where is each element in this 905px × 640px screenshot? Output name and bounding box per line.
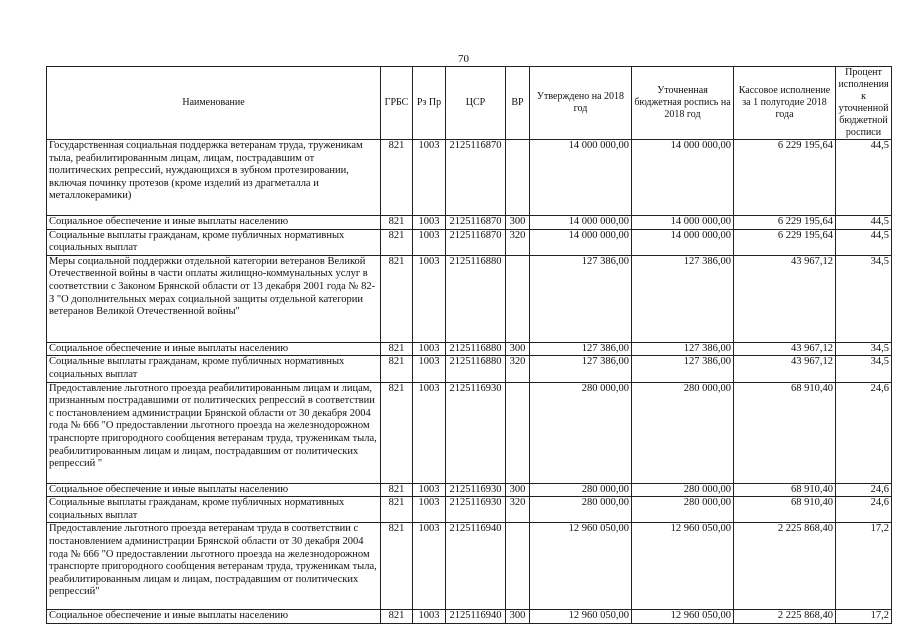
- cell-approved: 127 386,00: [530, 342, 632, 356]
- cell-csr: 2125116880: [446, 342, 506, 356]
- table-row: [47, 483, 892, 497]
- cell-cash: 68 910,40: [734, 483, 836, 497]
- cell-cash: 6 229 195,64: [734, 140, 836, 216]
- header-refined: Уточненная бюджетная роспись на 2018 год: [632, 67, 734, 140]
- cell-csr: 2125116870: [446, 229, 506, 255]
- header-grbs: ГРБС: [381, 67, 413, 140]
- table-row: [47, 356, 892, 382]
- cell-approved: 280 000,00: [530, 497, 632, 523]
- cell-refined: 280 000,00: [632, 483, 734, 497]
- table-row: [47, 229, 892, 255]
- cell-refined: 12 960 050,00: [632, 523, 734, 610]
- cell-cash: 68 910,40: [734, 382, 836, 483]
- cell-refined: 14 000 000,00: [632, 229, 734, 255]
- cell-percent: 34,5: [836, 342, 892, 356]
- cell-percent: 17,2: [836, 610, 892, 624]
- cell-grbs: 821: [381, 523, 413, 610]
- cell-vr: 300: [506, 216, 530, 230]
- cell-grbs: 821: [381, 483, 413, 497]
- cell-percent: 24,6: [836, 483, 892, 497]
- cell-vr: 300: [506, 342, 530, 356]
- cell-name: Социальные выплаты гражданам, кроме публичных нормативных социальных выплат: [47, 229, 381, 255]
- cell-csr: 2125116870: [446, 216, 506, 230]
- cell-refined: 280 000,00: [632, 497, 734, 523]
- cell-percent: 24,6: [836, 382, 892, 483]
- cell-vr: 320: [506, 356, 530, 382]
- cell-refined: 14 000 000,00: [632, 216, 734, 230]
- cell-rzpr: 1003: [413, 483, 446, 497]
- cell-vr: 320: [506, 497, 530, 523]
- cell-cash: 43 967,12: [734, 255, 836, 342]
- cell-rzpr: 1003: [413, 255, 446, 342]
- cell-refined: 14 000 000,00: [632, 140, 734, 216]
- cell-grbs: 821: [381, 610, 413, 624]
- cell-rzpr: 1003: [413, 523, 446, 610]
- cell-vr: 300: [506, 483, 530, 497]
- cell-percent: 24,6: [836, 497, 892, 523]
- cell-rzpr: 1003: [413, 216, 446, 230]
- cell-refined: 127 386,00: [632, 342, 734, 356]
- cell-vr: [506, 523, 530, 610]
- cell-refined: 12 960 050,00: [632, 610, 734, 624]
- table-row: [47, 610, 892, 624]
- cell-approved: 280 000,00: [530, 483, 632, 497]
- budget-table: [46, 66, 892, 624]
- cell-vr: 320: [506, 229, 530, 255]
- cell-rzpr: 1003: [413, 140, 446, 216]
- cell-name: Социальное обеспечение и иные выплаты населению: [47, 483, 381, 497]
- cell-csr: 2125116930: [446, 382, 506, 483]
- cell-grbs: 821: [381, 342, 413, 356]
- table-row: [47, 140, 892, 216]
- cell-rzpr: 1003: [413, 356, 446, 382]
- cell-name: Предоставление льготного проезда реабилитированным лицам и лицам, признанным пострадавшими от политических репрессий в соответствии с постановлением администрации Брянской области от 30 декабря 2004 года № 666 "О предоставлении льготного проезда на железнодорожном транспорте пригородного сообщения ветеранам труда, труженикам тыла, реабилитированным лицам и лицам, пострадавшим от политических репрессий ": [47, 382, 381, 483]
- cell-cash: 68 910,40: [734, 497, 836, 523]
- cell-percent: 44,5: [836, 140, 892, 216]
- cell-approved: 14 000 000,00: [530, 140, 632, 216]
- cell-rzpr: 1003: [413, 610, 446, 624]
- cell-cash: 6 229 195,64: [734, 216, 836, 230]
- cell-grbs: 821: [381, 497, 413, 523]
- cell-percent: 34,5: [836, 356, 892, 382]
- cell-approved: 12 960 050,00: [530, 523, 632, 610]
- cell-cash: 2 225 868,40: [734, 523, 836, 610]
- cell-name: Социальное обеспечение и иные выплаты населению: [47, 342, 381, 356]
- cell-refined: 127 386,00: [632, 356, 734, 382]
- header-percent: Процент исполнения к уточненной бюджетной росписи: [836, 67, 892, 140]
- cell-percent: 34,5: [836, 255, 892, 342]
- table-row: [47, 497, 892, 523]
- cell-vr: [506, 255, 530, 342]
- cell-approved: 127 386,00: [530, 356, 632, 382]
- cell-name: Социальное обеспечение и иные выплаты населению: [47, 610, 381, 624]
- cell-grbs: 821: [381, 140, 413, 216]
- cell-approved: 127 386,00: [530, 255, 632, 342]
- cell-grbs: 821: [381, 356, 413, 382]
- cell-percent: 17,2: [836, 523, 892, 610]
- cell-approved: 14 000 000,00: [530, 229, 632, 255]
- cell-percent: 44,5: [836, 216, 892, 230]
- table-row: [47, 382, 892, 483]
- cell-vr: [506, 382, 530, 483]
- cell-csr: 2125116930: [446, 497, 506, 523]
- cell-percent: 44,5: [836, 229, 892, 255]
- table-body: [47, 140, 892, 624]
- cell-name: Меры социальной поддержки отдельной категории ветеранов Великой Отечественной войны в части оплаты жилищно-коммунальных услуг в соответствии с Законом Брянской области от 13 декабря 2001 года № 82-З "О дополнительных мерах социальной защиты отдельной категории ветеранов Великой Отечественной войны": [47, 255, 381, 342]
- header-approved: Утверждено на 2018 год: [530, 67, 632, 140]
- cell-rzpr: 1003: [413, 229, 446, 255]
- cell-approved: 12 960 050,00: [530, 610, 632, 624]
- cell-cash: 43 967,12: [734, 342, 836, 356]
- cell-cash: 6 229 195,64: [734, 229, 836, 255]
- table-row: [47, 342, 892, 356]
- cell-vr: 300: [506, 610, 530, 624]
- header-name: Наименование: [47, 67, 381, 140]
- cell-refined: 127 386,00: [632, 255, 734, 342]
- cell-grbs: 821: [381, 255, 413, 342]
- cell-csr: 2125116870: [446, 140, 506, 216]
- cell-vr: [506, 140, 530, 216]
- cell-approved: 14 000 000,00: [530, 216, 632, 230]
- cell-grbs: 821: [381, 382, 413, 483]
- cell-approved: 280 000,00: [530, 382, 632, 483]
- cell-grbs: 821: [381, 229, 413, 255]
- cell-csr: 2125116880: [446, 356, 506, 382]
- cell-cash: 2 225 868,40: [734, 610, 836, 624]
- cell-refined: 280 000,00: [632, 382, 734, 483]
- header-csr: ЦСР: [446, 67, 506, 140]
- cell-name: Государственная социальная поддержка ветеранам труда, труженикам тыла, реабилитированным лицам, лицам, пострадавшим от политических репрессий, нуждающихся в зубном протезировании, включая починку протезов (кроме изделий из драгметалла и металлокерамики): [47, 140, 381, 216]
- cell-csr: 2125116930: [446, 483, 506, 497]
- cell-name: Предоставление льготного проезда ветеранам труда в соответствии с постановлением администрации Брянской области от 30 декабря 2004 года № 666 "О предоставлении льготного проезда на железнодорожном транспорте пригородного сообщения ветеранам труда, труженикам тыла, реабилитированным лицам и лицам, пострадавшим от политических репрессий": [47, 523, 381, 610]
- cell-name: Социальное обеспечение и иные выплаты населению: [47, 216, 381, 230]
- cell-rzpr: 1003: [413, 382, 446, 483]
- cell-name: Социальные выплаты гражданам, кроме публичных нормативных социальных выплат: [47, 356, 381, 382]
- page-number: 70: [458, 53, 469, 65]
- header-vr: ВР: [506, 67, 530, 140]
- table-row: [47, 216, 892, 230]
- table-row: [47, 523, 892, 610]
- table-header: [47, 67, 892, 140]
- table-row: [47, 255, 892, 342]
- header-cash: Кассовое исполнение за 1 полугодие 2018 года: [734, 67, 836, 140]
- cell-cash: 43 967,12: [734, 356, 836, 382]
- cell-csr: 2125116940: [446, 523, 506, 610]
- cell-rzpr: 1003: [413, 497, 446, 523]
- cell-grbs: 821: [381, 216, 413, 230]
- cell-rzpr: 1003: [413, 342, 446, 356]
- cell-name: Социальные выплаты гражданам, кроме публичных нормативных социальных выплат: [47, 497, 381, 523]
- cell-csr: 2125116940: [446, 610, 506, 624]
- cell-csr: 2125116880: [446, 255, 506, 342]
- header-rzpr: Рз Пр: [413, 67, 446, 140]
